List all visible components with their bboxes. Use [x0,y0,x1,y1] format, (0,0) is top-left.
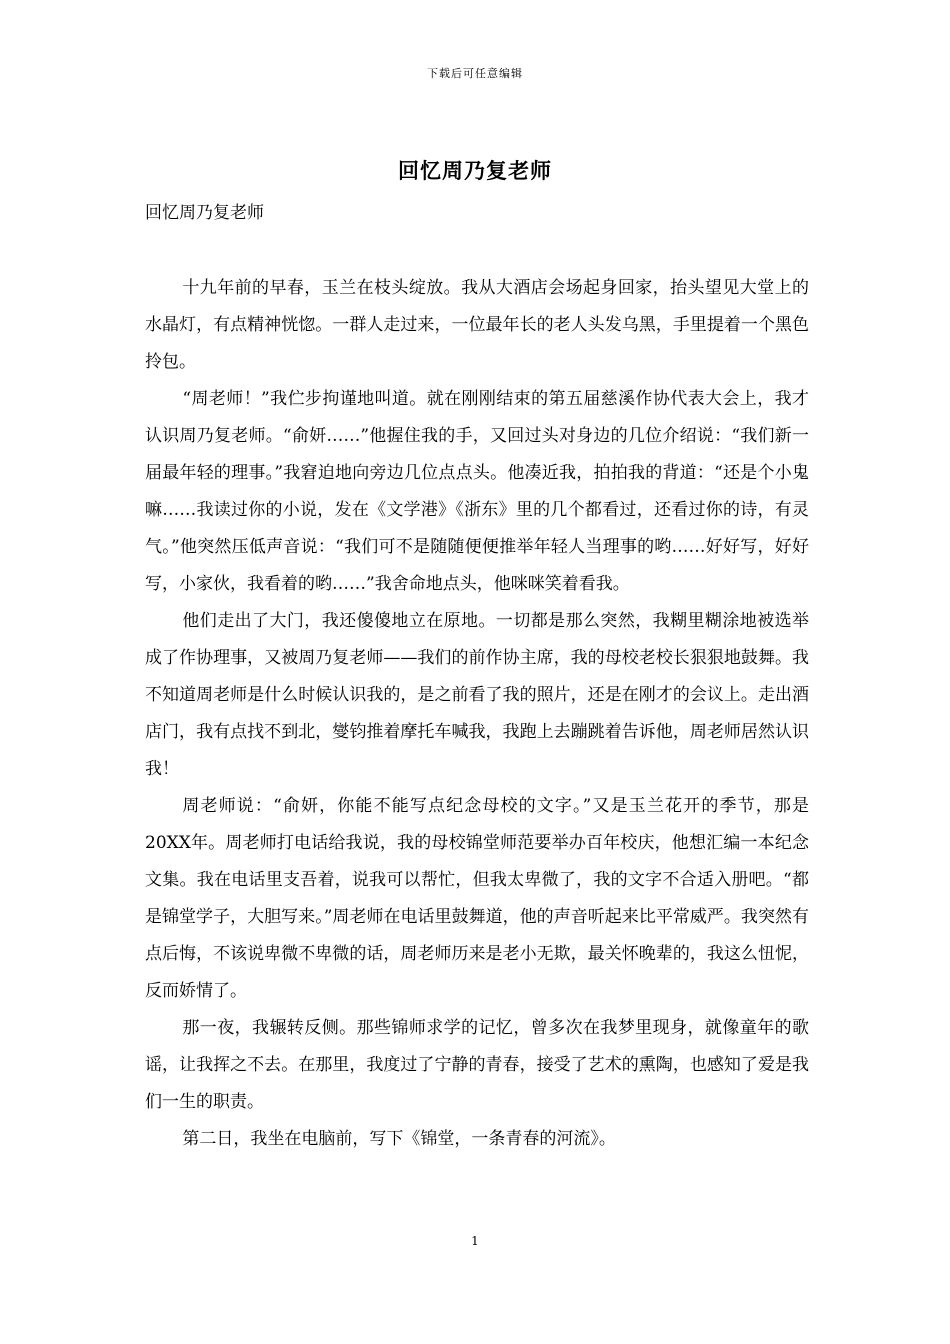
paragraph: 第二日，我坐在电脑前，写下《锦堂，一条青春的河流》。 [182,1129,616,1149]
document-body [145,270,809,1158]
paragraph: 他们走出了大门，我还傻傻地立在原地。一切都是那么突然，我糊里糊涂地被选举成了作协理事，又被周乃复老师——我们的前作协主席，我的母校老校长狠狠地鼓舞。我不知道周老师是什么时候认识我的，是之前看了我的照片，还是在刚才的会议上。走出酒店门，我有点找不到北，燮钧推着摩托车喊我，我跑上去蹦跳着告诉他，周老师居然认识我！ [145,611,809,779]
paragraph: 周老师说：“俞妍，你能不能写点纪念母校的文字。”又是玉兰花开的季节，那是20XX年。周老师打电话给我说，我的母校锦堂师范要举办百年校庆，他想汇编一本纪念文集。我在电话里支吾着，说我可以帮忙，但我太卑微了，我的文字不合适入册吧。“都是锦堂学子，大胆写来。”周老师在电话里鼓舞道，他的声音听起来比平常威严。我突然有点后悔，不该说卑微不卑微的话，周老师历来是老小无欺，最关怀晚辈的，我这么忸怩，反而娇情了。 [145,796,809,1001]
paragraph: “周老师！”我伫步拘谨地叫道。就在刚刚结束的第五届慈溪作协代表大会上，我才认识周乃复老师。“俞妍……”他握住我的手，又回过头对身边的几位介绍说：“我们新一届最年轻的理事。”我窘迫地向旁边几位点点头。他凑近我，拍拍我的背道：“还是个小鬼嘛……我读过你的小说，发在《文学港》《浙东》里的几个都看过，还看过你的诗，有灵气。”他突然压低声音说：“我们可不是随随便便推举年轻人当理事的哟……好好写，好好写，小家伙，我看着的哟……”我舍命地点头，他咪咪笑着看我。 [145,389,809,594]
header-note: 下载后可任意编辑 [427,67,523,80]
paragraph: 十九年前的早春，玉兰在枝头绽放。我从大酒店会场起身回家，抬头望见大堂上的水晶灯，有点精神恍惚。一群人走过来，一位最年长的老人头发乌黑，手里提着一个黑色拎包。 [145,278,809,372]
page-number: 1 [471,1234,479,1248]
document-title: 回忆周乃复老师 [398,158,552,183]
document-subtitle: 回忆周乃复老师 [145,203,264,223]
paragraph: 那一夜，我辗转反侧。那些锦师求学的记忆，曾多次在我梦里现身，就像童年的歌谣，让我挥之不去。在那里，我度过了宁静的青春，接受了艺术的熏陶，也感知了爱是我们一生的职责。 [145,1018,809,1112]
